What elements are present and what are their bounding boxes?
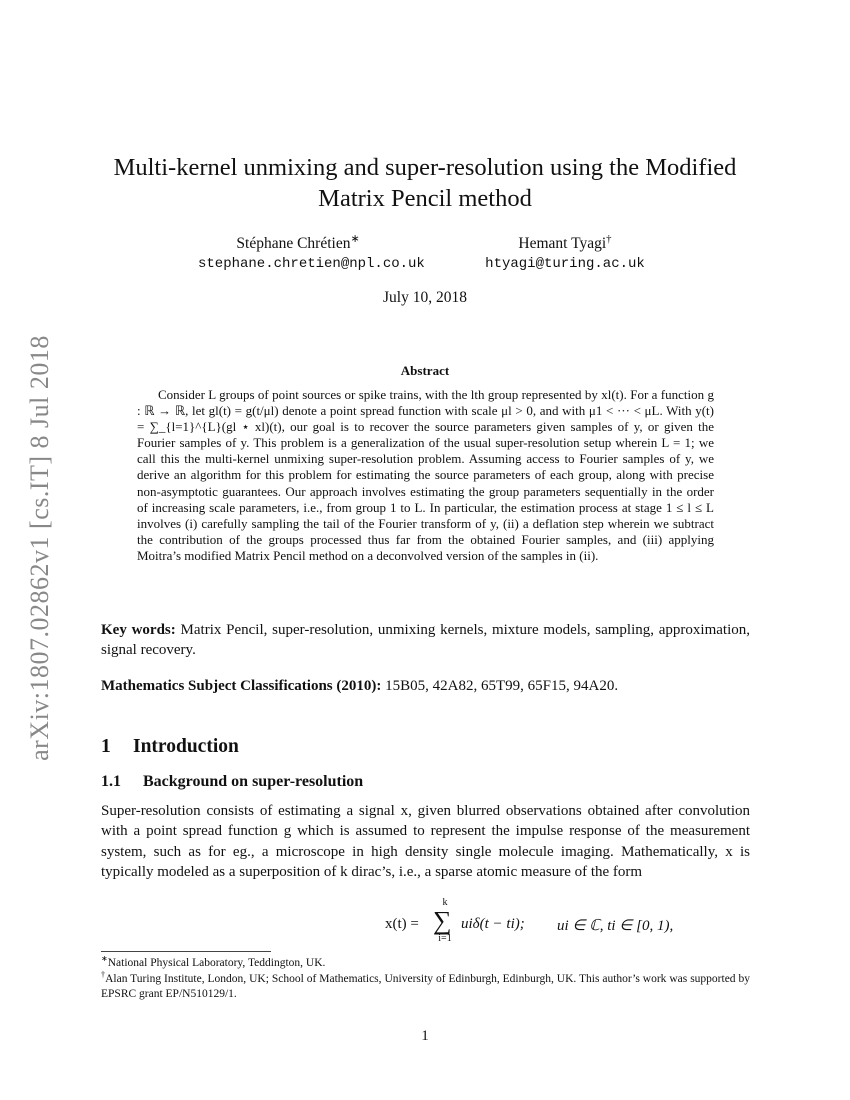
equation-sum-symbol: ∑ <box>433 906 452 935</box>
footnote-text: Alan Turing Institute, London, UK; School of Mathematics, University of Edinburgh, Edinburgh, UK. This author’s work was supported by EPSRC grant EP/N510129/1. <box>101 973 750 1000</box>
footnote-mark: † <box>101 970 106 980</box>
equation-lhs: x(t) = <box>385 916 419 932</box>
abstract-heading: Abstract <box>400 363 450 378</box>
abstract-text: Consider L groups of point sources or spike trains, with the lth group represented by xl(t). For a function g : ℝ → ℝ, let gl(t) = g(t/μl) denote a point spread function with scale μl > 0, and with μ1 < ··· < μL. With y(t) = ∑_{l=1}^{L}(gl ⋆ xl)(t), our goal is to recover the source parameters given samples of y, or given the Fourier samples of y. This problem is a generalization of the usual super-resolution setup wherein L = 1; we call this the multi-kernel unmixing super-resolution problem. Assuming access to Fourier samples of y, we derive an algorithm for this problem for estimating the source parameters of each group, along with precise non-asymptotic guarantees. Our approach involves estimating the group parameters sequentially in the order of increasing scale parameters, i.e., from group 1 to L. In particular, the estimation process at stage 1 ≤ l ≤ L involves (i) carefully sampling the tail of the Fourier transform of y, (ii) a deflation step wherein we subtract the contribution of the groups processed thus far from the obtained Fourier samples, and (iii) applying Moitra’s modified Matrix Pencil method on a deconvolved version of the samples in (ii). <box>137 387 714 563</box>
page-number: 1 <box>421 1028 429 1044</box>
msc-classifications <box>101 676 750 696</box>
paper-date: July 10, 2018 <box>383 289 467 306</box>
section-number: 1 <box>101 736 111 757</box>
body-paragraph: Super-resolution consists of estimating a signal x, given blurred observations obtained after convolution with a point spread function g which is assumed to represent the impulse response of the measurement system, such as for eg., a microscope in high density single molecule imaging. Mathematically, x is typically modeled as a superposition of k dirac’s, i.e., a sparse atomic measure of the form <box>101 803 750 880</box>
arxiv-identifier: arXiv:1807.02862v1 [cs.IT] 8 Jul 2018 <box>25 334 54 761</box>
msc-codes: 15B05, 42A82, 65T99, 65F15, 94A20. <box>385 678 619 694</box>
equation-term: uiδ(t − ti); <box>461 916 525 932</box>
footnote-1 <box>101 956 750 971</box>
subsection-title: Background on super-resolution <box>143 773 364 790</box>
keywords <box>101 620 750 660</box>
author-name: Hemant Tyagi <box>518 235 607 252</box>
equation-sum-upper: k <box>442 897 448 908</box>
author-block-1 <box>198 232 425 274</box>
author-footnote-mark: ∗ <box>350 232 360 245</box>
author-name: Stéphane Chrétien <box>236 235 351 252</box>
equation <box>100 897 750 946</box>
footnote-mark: ∗ <box>101 954 108 964</box>
section-title: Introduction <box>133 736 239 757</box>
subsection-heading <box>101 773 363 791</box>
footnote-divider <box>101 951 271 952</box>
author-email[interactable]: htyagi@turing.ac.uk <box>485 256 645 272</box>
footnote-2 <box>101 972 750 1002</box>
equation-condition: ui ∈ ℂ, ti ∈ [0, 1), <box>557 918 674 934</box>
keywords-text: Matrix Pencil, super-resolution, unmixing kernels, mixture models, sampling, approximation, signal recovery. <box>101 622 750 658</box>
author-footnote-mark: † <box>606 232 612 245</box>
title-line-1: Multi-kernel unmixing and super-resolution using the Modified <box>113 154 737 181</box>
author-email[interactable]: stephane.chretien@npl.co.uk <box>198 256 425 272</box>
author-block-2 <box>470 234 660 274</box>
subsection-number: 1.1 <box>101 773 121 790</box>
msc-label: Mathematics Subject Classifications (2010): <box>101 678 382 694</box>
footnote-text: National Physical Laboratory, Teddington, UK. <box>107 957 326 969</box>
arxiv-sidebar-stamp <box>20 320 60 775</box>
equation-sum-lower: i=1 <box>438 933 452 944</box>
keywords-label: Key words: <box>101 622 176 638</box>
paper-title <box>100 152 750 214</box>
section-heading <box>101 736 239 758</box>
title-line-2: Matrix Pencil method <box>318 185 532 212</box>
